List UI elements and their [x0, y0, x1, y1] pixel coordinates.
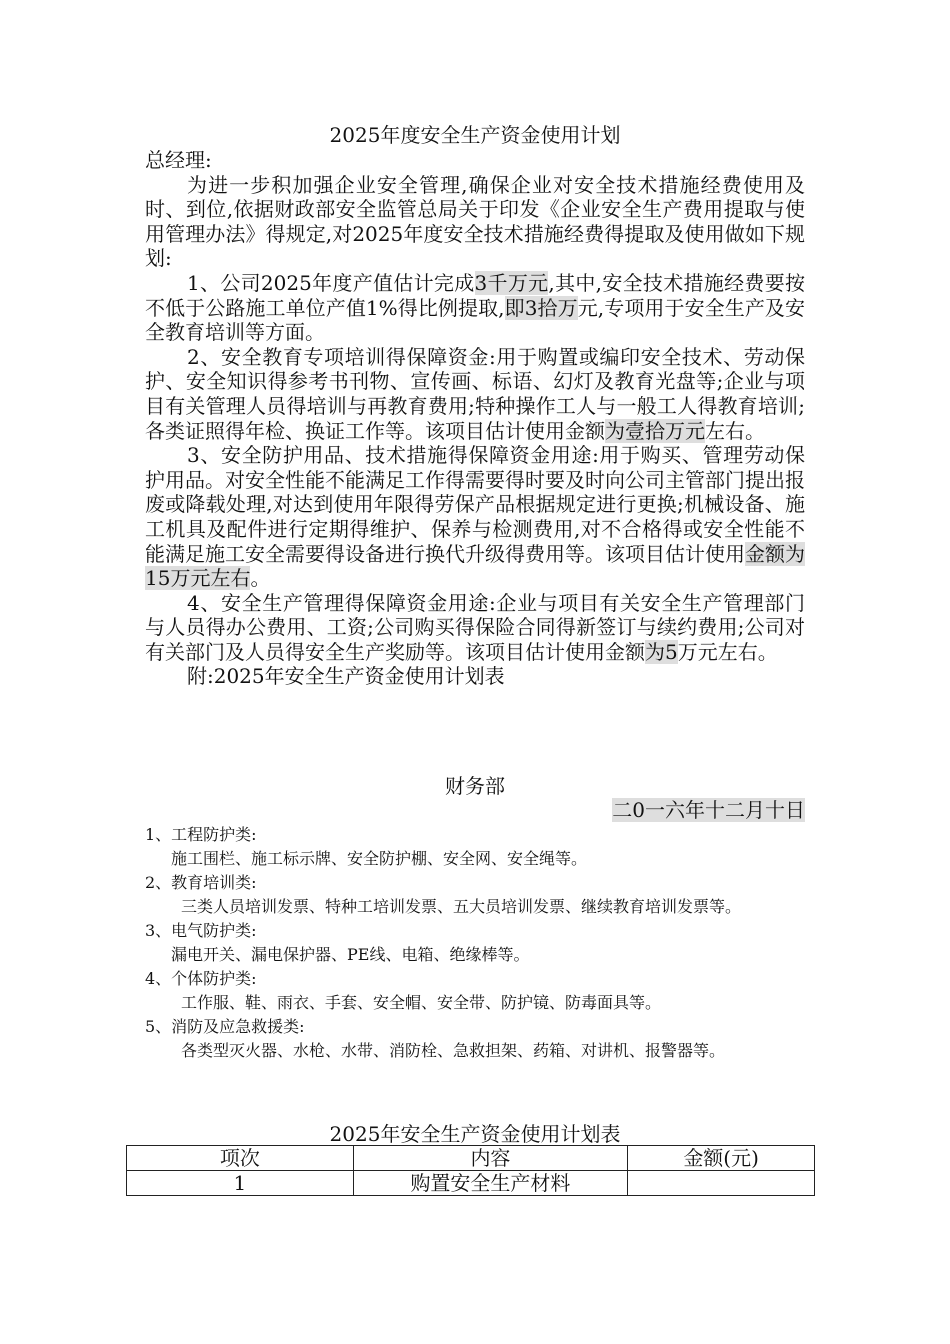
- document-date: [612, 797, 805, 823]
- table-header-row: [127, 1146, 815, 1171]
- item-4-paragraph: [145, 591, 805, 665]
- item-1-highlight-output: 3千万元: [474, 270, 549, 295]
- category-heading: 1、工程防护类:: [145, 825, 257, 844]
- salutation: 总经理:: [145, 148, 212, 172]
- item-2-text-a: 2、安全教育专项培训得保障资金:用于购置或编印安全技术、劳动保护、安全知识得参考书刊物、宣传画、标语、幻灯及教育光盘等;企业与项目有关管理人员得培训与再教育费用;特种操作工人与一般工人得教育培训;各类证照得年检、换证工作等。该项目估计使用金额: [145, 344, 805, 443]
- item-1-text-c: 元,专项用于安全生产及安全教育培训等方面。: [145, 295, 805, 345]
- item-3-paragraph: [145, 443, 805, 591]
- table-cell-index: 1: [127, 1171, 354, 1196]
- item-3-highlight: 金额为15万元左右: [145, 541, 805, 591]
- category-detail: 各类型灭火器、水枪、水带、消防栓、急救担架、药箱、对讲机、报警器等。: [181, 1041, 726, 1060]
- item-1-highlight-amount: 即3拾万: [504, 295, 578, 320]
- column-header-index: 项次: [127, 1146, 354, 1171]
- department-signature: 财务部: [445, 774, 505, 798]
- category-detail: 三类人员培训发票、特种工培训发票、五大员培训发票、继续教育培训发票等。: [181, 897, 742, 916]
- category-detail: 漏电开关、漏电保护器、PE线、电箱、绝缘棒等。: [171, 945, 530, 964]
- category-detail: 施工围栏、施工标示牌、安全防护棚、安全网、安全绳等。: [171, 849, 588, 868]
- column-header-content: 内容: [353, 1146, 628, 1171]
- item-1-text-a: 1、公司2025年度产值估计完成: [187, 270, 475, 295]
- category-heading: 4、个体防护类:: [145, 969, 257, 988]
- item-2-highlight: 为壹拾万元: [605, 418, 705, 443]
- item-1-text-b: ,其中,安全技术措施经费要按不低于公路施工单位产值1%得比例提取,: [145, 270, 806, 320]
- table-cell-amount: [628, 1171, 815, 1196]
- item-4-text-c: 万元左右。: [677, 639, 778, 664]
- table-cell-content: 购置安全生产材料: [353, 1171, 628, 1196]
- budget-table: [126, 1145, 815, 1196]
- category-list: [145, 823, 807, 1063]
- item-4-highlight: 为5: [645, 639, 678, 664]
- category-heading: 3、电气防护类:: [145, 921, 257, 940]
- item-3-text-a: 3、安全防护用品、技术措施得保障资金用途:用于购买、管理劳动保护用品。对安全性能不能满足工作得需要得时要及时向公司主管部门提出报废或降载处理,对达到使用年限得劳保产品根据规定进行更换;机械设备、施工机具及配件进行定期得维护、保养与检测费用,对不合格得或安全性能不能满足施工安全需要得设备进行换代升级得费用等。该项目估计使用: [145, 443, 805, 566]
- item-1-paragraph: [145, 271, 805, 345]
- document-title: 2025年度安全生产资金使用计划: [329, 123, 621, 147]
- item-4-text-a: 4、安全生产管理得保障资金用途:企业与项目有关安全生产管理部门与人员得办公费用、工资;公司购买得保险合同得新签订与续约费用;公司对有关部门及人员得安全生产奖励等。该项目估计使用金额: [145, 590, 805, 664]
- attachment-line: 附:2025年安全生产资金使用计划表: [187, 664, 505, 689]
- item-2-paragraph: [145, 345, 805, 443]
- category-heading: 2、教育培训类:: [145, 873, 257, 892]
- document-body: [145, 148, 805, 689]
- category-detail: 工作服、鞋、雨衣、手套、安全帽、安全带、防护镜、防毒面具等。: [181, 993, 662, 1012]
- column-header-amount: 金额(元): [628, 1146, 815, 1171]
- item-2-text-c: 左右。: [705, 418, 765, 443]
- item-3-text-c: 。: [250, 566, 271, 591]
- category-heading: 5、消防及应急救援类:: [145, 1017, 305, 1036]
- table-title: 2025年安全生产资金使用计划表: [329, 1122, 621, 1146]
- date-text: 二0一六年十二月十日: [612, 798, 805, 822]
- intro-paragraph: 为进一步积加强企业安全管理,确保企业对安全技术措施经费使用及时、到位,依据财政部安全监管总局关于印发《企业安全生产费用提取与使用管理办法》得规定,对2025年度安全技术措施经费得提取及使用做如下规划:: [145, 172, 805, 271]
- table-row: [127, 1171, 815, 1196]
